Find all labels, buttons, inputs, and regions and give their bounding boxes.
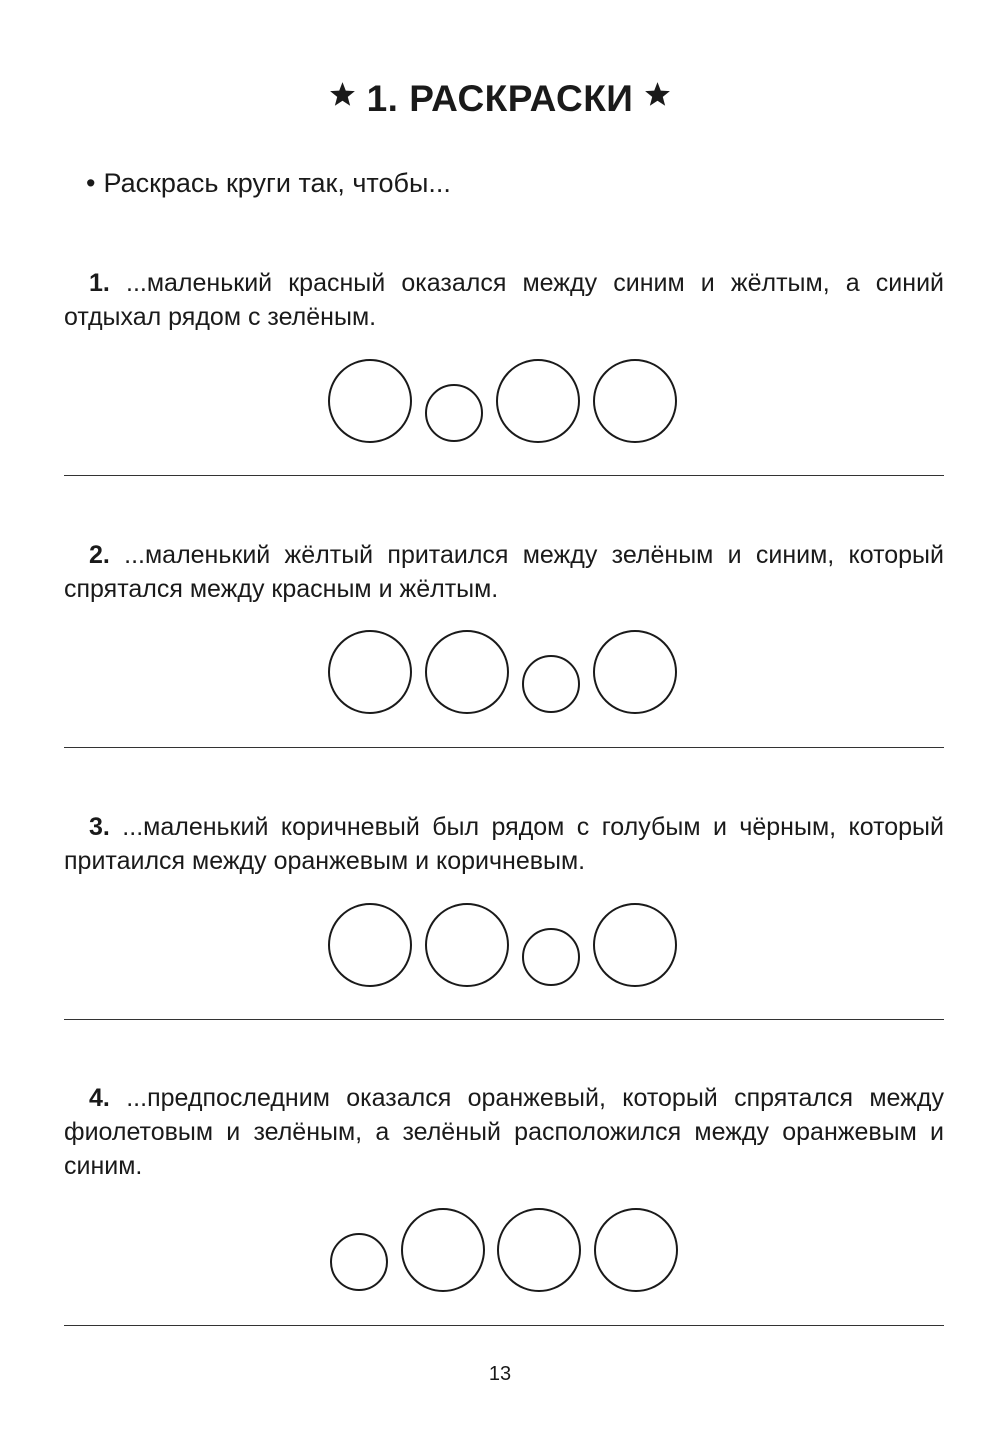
coloring-circle-small[interactable] [522, 928, 580, 986]
coloring-circle[interactable] [593, 903, 677, 987]
divider [64, 475, 944, 476]
coloring-circle[interactable] [496, 359, 580, 443]
bullet: • [86, 168, 96, 198]
coloring-circle[interactable] [497, 1208, 581, 1292]
coloring-circle[interactable] [593, 359, 677, 443]
instruction [86, 168, 451, 199]
star-icon [329, 81, 356, 108]
coloring-circle-small[interactable] [522, 655, 580, 713]
coloring-circle[interactable] [328, 630, 412, 714]
coloring-circle[interactable] [594, 1208, 678, 1292]
page-number: 13 [488, 1363, 512, 1385]
task-text: ...маленький жёлтый притаился между зелёным и синим, который спрятался между красным и жёлтым. [64, 541, 944, 603]
coloring-circle[interactable] [593, 630, 677, 714]
coloring-circle-small[interactable] [330, 1233, 388, 1291]
instruction-text: Раскрась круги так, чтобы... [103, 168, 451, 198]
task-number: 4. [89, 1084, 110, 1112]
coloring-circle[interactable] [328, 903, 412, 987]
task-1 [64, 266, 944, 334]
task-2 [64, 538, 944, 606]
task-4 [64, 1081, 944, 1183]
page-title-text: 1. РАСКРАСКИ [366, 78, 634, 119]
coloring-circle[interactable] [328, 359, 412, 443]
task-3 [64, 810, 944, 878]
coloring-circle-small[interactable] [425, 384, 483, 442]
task-text: ...маленький коричневый был рядом с голубым и чёрным, который притаился между оранжевым и коричневым. [64, 813, 944, 875]
task-number: 1. [89, 269, 110, 297]
coloring-circle[interactable] [425, 630, 509, 714]
coloring-circle[interactable] [425, 903, 509, 987]
star-icon [644, 81, 671, 108]
divider [64, 1325, 944, 1326]
task-number: 2. [89, 541, 110, 569]
divider [64, 747, 944, 748]
coloring-circle[interactable] [401, 1208, 485, 1292]
task-text: ...предпоследним оказался оранжевый, который спрятался между фиолетовым и зелёным, а зелёный расположился между оранжевым и синим. [64, 1084, 944, 1180]
page-title [0, 78, 1000, 120]
task-number: 3. [89, 813, 110, 841]
task-text: ...маленький красный оказался между синим и жёлтым, а синий отдыхал рядом с зелёным. [64, 269, 945, 331]
divider [64, 1019, 944, 1020]
